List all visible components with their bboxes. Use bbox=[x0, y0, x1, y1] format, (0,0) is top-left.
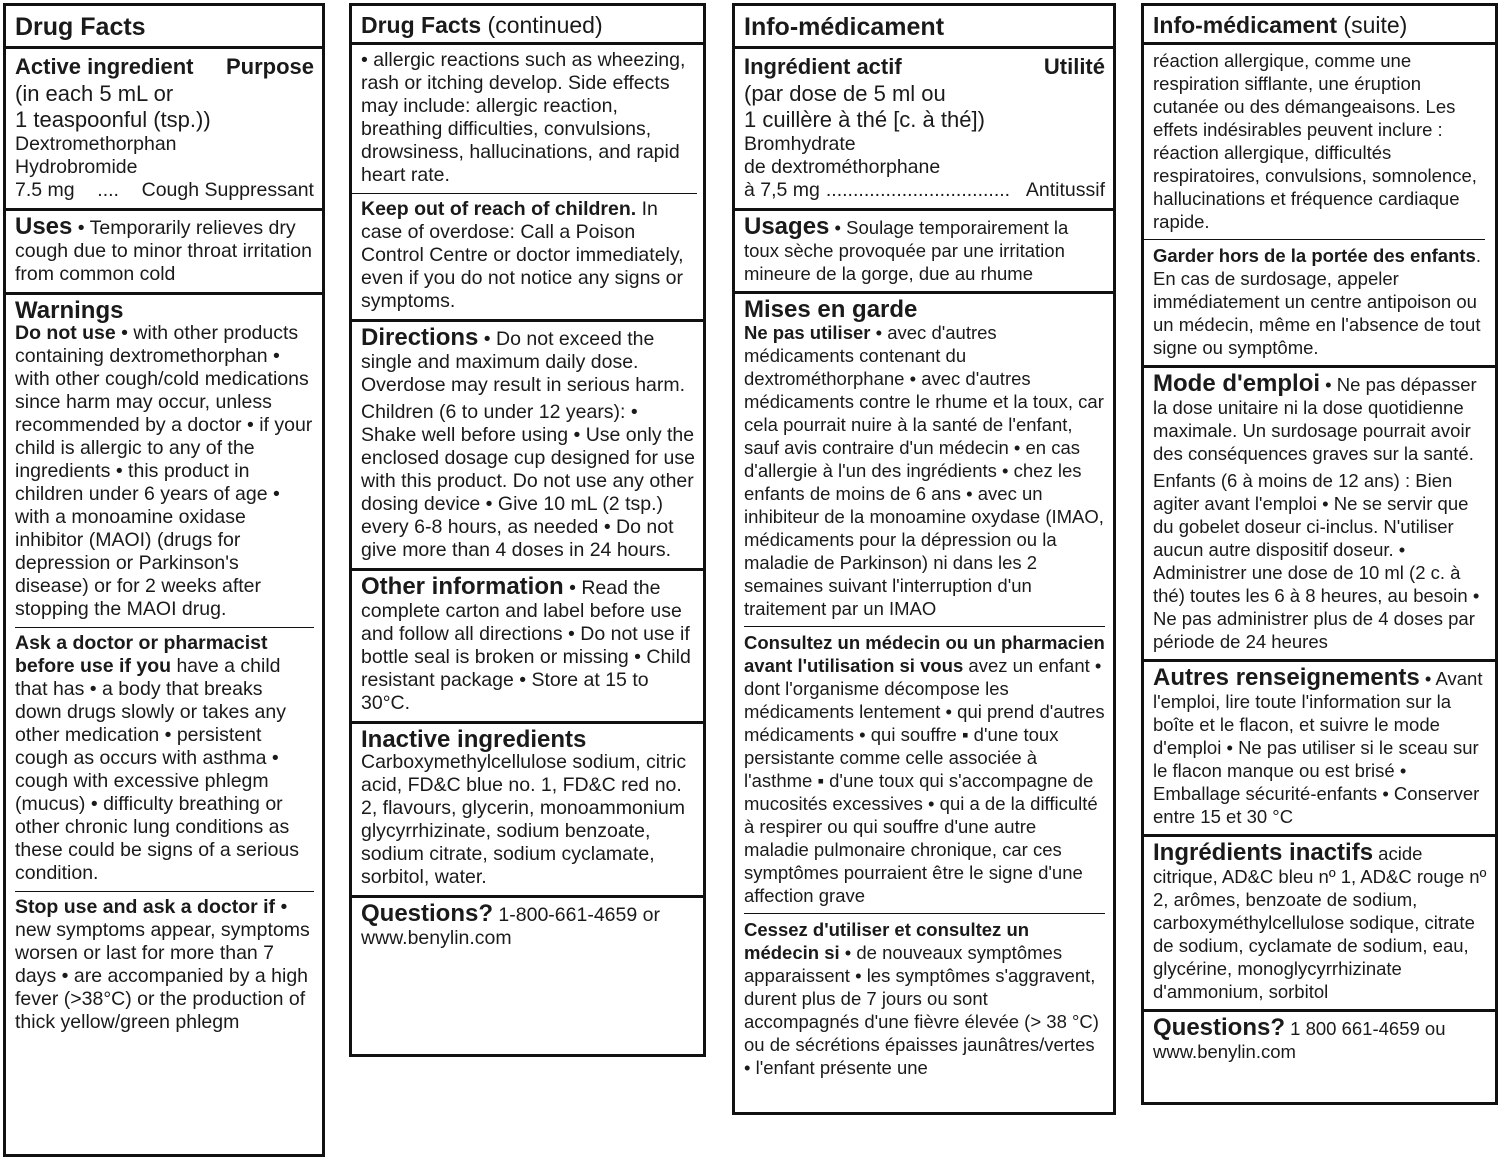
uses-text-fr: • Soulage temporairement la toux sèche provoquée par une irritation mineure de la gorge, due au rhume bbox=[744, 217, 1069, 284]
ask-doctor-text: have a child that has • a body that breaks down drugs slowly or takes any other medication • persistent cough as occurs with asthma • cough with excessive phlegm (mucus) • difficulty breathing or other chronic lung conditions as these could be signs of a serious condition. bbox=[15, 655, 300, 884]
dose-basis-line-1: (in each 5 mL or bbox=[15, 81, 174, 106]
inactive-ingredients-text: Carboxymethylcellulose sodium, citric acid, FD&C blue no. 1, FD&C red no. 2, flavours, glycerin, monoammonium glycyrrhizinate, sodium benzoate, sodium citrate, sodium cyclamate, sorbitol, water. bbox=[361, 751, 687, 888]
keep-out-of-reach-label: Keep out of reach of children. bbox=[361, 198, 637, 220]
inactive-ingredients-section-fr bbox=[1144, 837, 1495, 1012]
do-not-use-text-fr: • avec d'autres médicaments contenant du dextrométhorphane • avec d'autres médicaments contre le rhume et la toux, car cela pourrait nuire à la santé de l'enfant, sauf avis contraire d'un médecin • en cas d'allergie à l'un des ingrédients • chez les enfants de moins de 6 ans • avec un inhibiteur de la monoamine oxydase (IMAO, médicaments pour la dépression ou la maladie de Parkinson) ni dans les 2 semaines suivant l'interruption d'un traitement par un IMAO bbox=[744, 322, 1104, 619]
suite-label: (suite) bbox=[1343, 12, 1408, 38]
column-header: Drug Facts bbox=[6, 6, 322, 49]
keep-out-of-reach-section bbox=[352, 194, 703, 322]
stop-use-label-fr: Cessez d'utiliser et consultez un médecin si bbox=[744, 919, 1030, 963]
do-not-use-paragraph-fr bbox=[744, 321, 1105, 620]
ingredient-dose: 7.5 mg bbox=[15, 179, 75, 201]
active-ingredient-section bbox=[6, 49, 322, 211]
dot-leader: .... bbox=[97, 179, 119, 201]
directions-text-1: • Do not exceed the single and maximum daily dose. Overdose may result in serious harm. bbox=[361, 328, 686, 396]
uses-title: Uses bbox=[15, 213, 73, 240]
warnings-title-fr: Mises en garde bbox=[744, 296, 918, 323]
directions-text-2: Children (6 to under 12 years): • Shake well before using • Use only the enclosed dosage cup designed for use with this product. Do not use any other dosing device • Give 10 mL (2 tsp.) every 6-8 hours, as needed • Do not give more than 4 doses in 24 hours. bbox=[361, 401, 695, 561]
inactive-ingredients-section bbox=[352, 724, 703, 898]
stop-use-continued bbox=[352, 45, 697, 194]
active-ingredient-section-fr bbox=[735, 49, 1113, 211]
column-header-continued bbox=[352, 6, 703, 45]
ask-doctor-text-fr: avez un enfant • dont l'organisme décompose les médicaments lentement • qui prend d'autres médicaments • qui souffre ▪ d'une toux persistante comme celle associée à l'asthme ▪ d'une toux qui s'accompagne de mucosités excessives • qui a de la difficulté à respirer ou qui souffre d'une autre maladie pulmonaire chronique, car ces symptômes pourraient être le signe d'une affection grave bbox=[744, 655, 1105, 906]
inactive-ingredients-title-fr: Ingrédients inactifs bbox=[1153, 839, 1374, 866]
directions-section-fr bbox=[1144, 368, 1495, 662]
uses-text: • Temporarily relieves dry cough due to minor throat irritation from common cold bbox=[15, 217, 312, 285]
ingredient-name-2: Hydrobromide bbox=[15, 156, 138, 178]
warnings-title: Warnings bbox=[15, 297, 124, 324]
ask-doctor-label-fr: Consultez un médecin ou un pharmacien avant l'utilisation si vous bbox=[744, 632, 1105, 676]
dose-basis-line-2: 1 teaspoonful (tsp.)) bbox=[15, 107, 211, 132]
stop-use-paragraph-fr bbox=[744, 913, 1105, 1079]
uses-title-fr: Usages bbox=[744, 213, 830, 240]
ingredient-dose-row-fr bbox=[744, 179, 1105, 202]
keep-out-of-reach-text: In case of overdose: Call a Poison Control Centre or doctor immediately, even if you do not notice any signs or symptoms. bbox=[361, 198, 684, 312]
active-ingredient-label-fr: Ingrédient actif bbox=[744, 54, 902, 79]
ingredient-name-1: Dextromethorphan bbox=[15, 133, 177, 155]
keep-out-of-reach-label-fr: Garder hors de la portée des enfants bbox=[1153, 245, 1476, 266]
stop-use-continued-text-fr: réaction allergique, comme une respiration sifflante, une éruption cutanée ou des démangeaisons. Les effets indésirables peuvent inclure : réaction allergique, difficultés respiratoires, convulsions, somnolence, hallucinations et fréquence cardiaque rapide. bbox=[1153, 50, 1477, 232]
stop-use-paragraph bbox=[15, 891, 314, 1034]
drug-facts-column-1 bbox=[3, 3, 325, 1157]
ingredient-purpose: Cough Suppressant bbox=[141, 179, 314, 201]
other-information-title-fr: Autres renseignements bbox=[1153, 664, 1420, 691]
uses-section bbox=[6, 211, 322, 295]
directions-title: Directions bbox=[361, 324, 479, 351]
ingredient-dose-fr: à 7,5 mg bbox=[744, 179, 820, 201]
questions-title: Questions? bbox=[361, 900, 494, 927]
continued-label: (continued) bbox=[487, 12, 603, 38]
other-information-text-fr: • Avant l'emploi, lire toute l'information sur la boîte et le flacon, et suivre le mode d'emploi • Ne pas utiliser si le sceau sur le flacon manque ou est brisé • Emballage sécurité-enfants • Conserver entre 15 et 30 °C bbox=[1153, 668, 1483, 827]
do-not-use-label-fr: Ne pas utiliser bbox=[744, 322, 871, 343]
keep-out-of-reach-section-fr bbox=[1144, 240, 1495, 368]
other-information-section-fr bbox=[1144, 662, 1495, 837]
other-information-section bbox=[352, 571, 703, 724]
stop-use-text-fr: • de nouveaux symptômes apparaissent • les symptômes s'aggravent, durent plus de 7 jours ou sont accompagnés d'une fièvre élevée (> 38 °C) ou de sécrétions épaisses jaunâtres/vertes • l'enfant présente une bbox=[744, 942, 1099, 1078]
ask-doctor-paragraph bbox=[15, 627, 314, 885]
dose-basis-line-2-fr: 1 cuillère à thé [c. à thé]) bbox=[744, 107, 985, 132]
drug-facts-column-2 bbox=[349, 3, 706, 1057]
questions-text: 1-800-661-4659 or www.benylin.com bbox=[361, 904, 660, 949]
directions-title-fr: Mode d'emploi bbox=[1153, 370, 1321, 397]
dose-basis bbox=[15, 81, 314, 133]
ask-doctor-label: Ask a doctor or pharmacist before use if you bbox=[15, 632, 268, 677]
column-header-title-fr: Info-médicament bbox=[1153, 12, 1338, 38]
warnings-section-fr bbox=[735, 294, 1113, 1085]
questions-section-fr bbox=[1144, 1012, 1495, 1069]
inactive-ingredients-text-fr: acide citrique, AD&C bleu nº 1, AD&C rouge nº 2, arômes, benzoate de sodium, carboxyméthylcellulose sodique, citrate de sodium, cyclamate de sodium, eau, glycérine, monoglycyrrhizinate d'ammonium, sorbitol bbox=[1153, 843, 1487, 1002]
stop-use-continued-text: • allergic reactions such as wheezing, rash or itching develop. Side effects may include: allergic reaction, breathing difficulties, convulsions, drowsiness, hallucinations, and rapid heart rate. bbox=[361, 49, 686, 186]
ingredient-purpose-fr: Antitussif bbox=[1025, 179, 1105, 201]
questions-section bbox=[352, 898, 703, 956]
other-information-text: • Read the complete carton and label before use and follow all directions • Do not use if bottle seal is broken or missing • Child resistant package • Store at 15 to 30°C. bbox=[361, 577, 691, 714]
column-header-title: Drug Facts bbox=[361, 12, 482, 38]
info-medicament-column-2 bbox=[1141, 3, 1498, 1105]
info-medicament-column-1 bbox=[732, 3, 1116, 1115]
directions-section bbox=[352, 322, 703, 571]
stop-use-label: Stop use and ask a doctor if bbox=[15, 896, 276, 918]
purpose-label: Purpose bbox=[225, 54, 314, 79]
dot-leader-fr: .................................. bbox=[825, 179, 1011, 201]
dose-basis-fr bbox=[744, 81, 1105, 133]
ingredient-name-1-fr: Bromhydrate bbox=[744, 133, 856, 155]
ingredient-name-2-fr: de dextrométhorphane bbox=[744, 156, 941, 178]
dose-basis-line-1-fr: (par dose de 5 ml ou bbox=[744, 81, 946, 106]
other-information-title: Other information bbox=[361, 573, 564, 600]
do-not-use-paragraph bbox=[15, 322, 314, 621]
purpose-label-fr: Utilité bbox=[1043, 54, 1105, 79]
do-not-use-label: Do not use bbox=[15, 322, 116, 344]
active-ingredient-label: Active ingredient bbox=[15, 54, 194, 79]
keep-out-of-reach-text-fr: . En cas de surdosage, appeler immédiatement un centre antipoison ou un médecin, même en l'absence de tout signe ou symptôme. bbox=[1153, 245, 1481, 358]
stop-use-continued-fr bbox=[1144, 45, 1485, 240]
column-header-suite bbox=[1144, 6, 1495, 45]
stop-use-text: • new symptoms appear, symptoms worsen or last for more than 7 days • are accompanied by a high fever (>38°C) or the production of thick yellow/green phlegm bbox=[15, 896, 310, 1033]
questions-title-fr: Questions? bbox=[1153, 1014, 1286, 1041]
ingredient-dose-row bbox=[15, 179, 314, 202]
inactive-ingredients-title: Inactive ingredients bbox=[361, 726, 587, 753]
warnings-section bbox=[6, 295, 322, 1040]
ask-doctor-paragraph-fr bbox=[744, 626, 1105, 907]
directions-text-2-fr: Enfants (6 à moins de 12 ans) : Bien agiter avant l'emploi • Ne se servir que du gobelet doseur ci-inclus. N'utiliser aucun autre dispositif doseur. • Administrer une dose de 10 ml (2 c. à thé) toutes les 6 à 8 heures, au besoin • Ne pas administrer plus de 4 doses par période de 24 heures bbox=[1153, 470, 1480, 652]
do-not-use-text: • with other products containing dextromethorphan • with other cough/cold medications since harm may occur, unless recommended by a doctor • if your child is allergic to any of the ingredients • this product in children under 6 years of age • with a monoamine oxidase inhibitor (MAOI) (drugs for depression or Parkinson's disease) or for 2 weeks after stopping the MAOI drug. bbox=[15, 322, 313, 620]
uses-section-fr bbox=[735, 211, 1113, 294]
column-header-fr: Info-médicament bbox=[735, 6, 1113, 49]
directions-text-1-fr: • Ne pas dépasser la dose unitaire ni la dose quotidienne maximale. Un surdosage pourrait avoir des conséquences graves sur la santé. bbox=[1153, 374, 1477, 464]
questions-text-fr: 1 800 661-4659 ou www.benylin.com bbox=[1153, 1018, 1446, 1062]
